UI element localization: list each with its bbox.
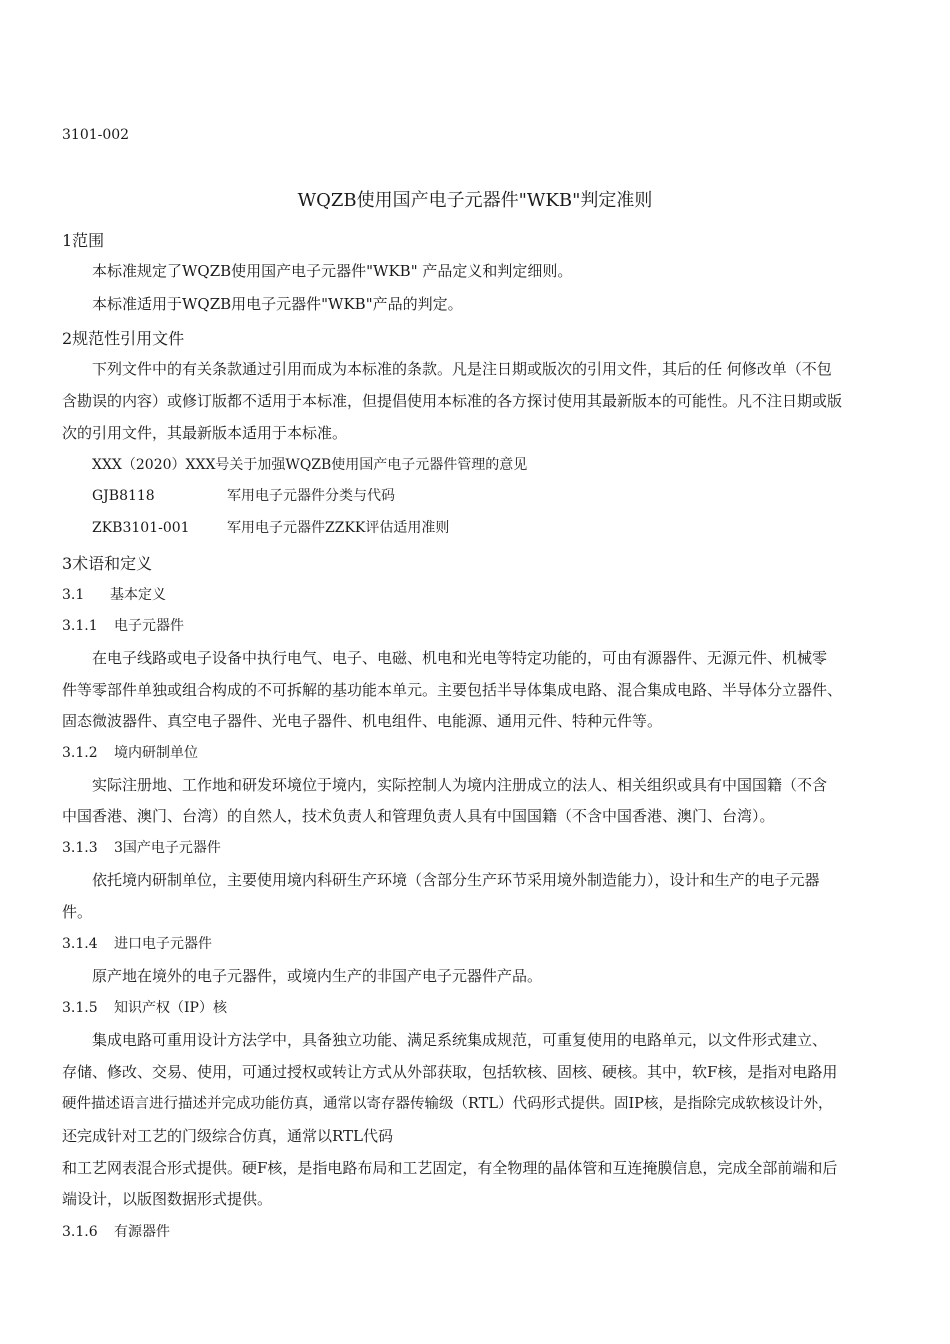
clause-text-line: 中国香港、澳门、台湾）的自然人，技术负责人和管理负责人具有中国国籍（不含中国香港、澳门、台湾）。 (62, 807, 775, 825)
reference-code: ZKB3101-001 (92, 520, 190, 536)
clause-text-line: 依托境内研制单位，主要使用境内科研生产环境（含部分生产环节采用境外制造能力），设计和生产的电子元器 (92, 871, 820, 889)
s2-paragraph-line: 含勘误的内容）或修订版都不适用于本标准，但提倡使用本标准的各方探讨使用其最新版本的可能性。凡不注日期或版 (62, 392, 843, 410)
section-2-heading: 2规范性引用文件 (62, 329, 185, 348)
s1-paragraph-1: 本标准规定了WQZB使用国产电子元器件"WKB" 产品定义和判定细则。 (92, 262, 573, 280)
clause-3-1 (62, 585, 166, 605)
s2-paragraph-line: 下列文件中的有关条款通过引用而成为本标准的条款。凡是注日期或版次的引用文件，其后的任 何修改单（不包 (92, 360, 832, 378)
clause-text-line: 件。 (62, 903, 93, 921)
reference-code: GJB8118 (92, 488, 155, 504)
clause-number: 3.1 (62, 587, 85, 603)
clause-text-line: 集成电路可重用设计方法学中，具备独立功能、满足系统集成规范，可重复使用的电路单元，以文件形式建立、 (92, 1031, 828, 1049)
clause-number: 3.1.1 (62, 618, 98, 634)
clause-3-1-1 (62, 616, 184, 636)
clause-number: 3.1.5 (62, 1000, 98, 1016)
clause-text-line: 和工艺网表混合形式提供。硬F核，是指电路布局和工艺固定，有全物理的晶体管和互连掩膜信息，完成全部前端和后 (62, 1159, 838, 1177)
s2-paragraph-line: 次的引用文件，其最新版本适用于本标准。 (62, 424, 348, 442)
clause-label: 进口电子元器件 (114, 936, 212, 952)
clause-label: 知识产权（IP）核 (114, 1000, 227, 1016)
clause-3-1-5 (62, 998, 227, 1018)
clause-3-1-3 (62, 838, 221, 858)
clause-number: 3.1.4 (62, 936, 98, 952)
clause-text-line: 端设计，以版图数据形式提供。 (62, 1190, 273, 1208)
clause-text-line: 硬件描述语言进行描述并完成功能仿真，通常以寄存器传输级（RTL）代码形式提供。固IP核，是指除完成软核设计外， (62, 1096, 833, 1112)
clause-label: 电子元器件 (114, 618, 184, 634)
section-1-heading: 1范围 (62, 231, 105, 250)
reference-code: XXX（2020）XXX号关于加强WQZB使用国产电子元器件管理的意见 (92, 457, 528, 473)
document-title: WQZB使用国产电子元器件"WKB"判定准则 (297, 190, 653, 211)
clause-3-1-4 (62, 934, 212, 954)
clause-text-line: 原产地在境外的电子元器件，或境内生产的非国产电子元器件产品。 (92, 967, 543, 985)
clause-text-line: 固态微波器件、真空电子器件、光电子器件、机电组件、电能源、通用元件、特种元件等。 (62, 712, 663, 730)
clause-3-1-6 (62, 1222, 170, 1242)
clause-label: 有源器件 (114, 1224, 170, 1240)
clause-3-1-2 (62, 743, 198, 763)
clause-label: 3国产电子元器件 (114, 840, 221, 856)
s1-paragraph-2: 本标准适用于WQZB用电子元器件"WKB"产品的判定。 (92, 295, 463, 313)
section-3-heading: 3术语和定义 (62, 554, 153, 573)
clause-label: 境内研制单位 (114, 745, 198, 761)
document-number: 3101-002 (62, 127, 130, 143)
reference-item (92, 486, 395, 506)
clause-number: 3.1.2 (62, 745, 98, 761)
clause-text-line: 在电子线路或电子设备中执行电气、电子、电磁、机电和光电等特定功能的，可由有源器件、无源元件、机械零 (92, 649, 828, 667)
clause-number: 3.1.6 (62, 1224, 98, 1240)
clause-label: 基本定义 (110, 587, 166, 603)
clause-text-line: 存储、修改、交易、使用，可通过授权或转让方式从外部获取，包括软核、固核、硬核。其中，软F核，是指对电路用 (62, 1063, 838, 1081)
reference-item (92, 455, 527, 475)
reference-title: 军用电子元器件ZZKK评估适用准则 (227, 520, 450, 536)
clause-text-line: 件等零部件单独或组合构成的不可拆解的基功能本单元。主要包括半导体集成电路、混合集成电路、半导体分立器件、 (62, 681, 843, 699)
clause-text-line: 还完成针对工艺的门级综合仿真，通常以RTL代码 (62, 1127, 393, 1145)
reference-title: 军用电子元器件分类与代码 (227, 488, 395, 504)
reference-item (92, 518, 449, 538)
clause-number: 3.1.3 (62, 840, 98, 856)
clause-text-line: 实际注册地、工作地和研发环境位于境内，实际控制人为境内注册成立的法人、相关组织或具有中国国籍（不含 (92, 776, 828, 794)
